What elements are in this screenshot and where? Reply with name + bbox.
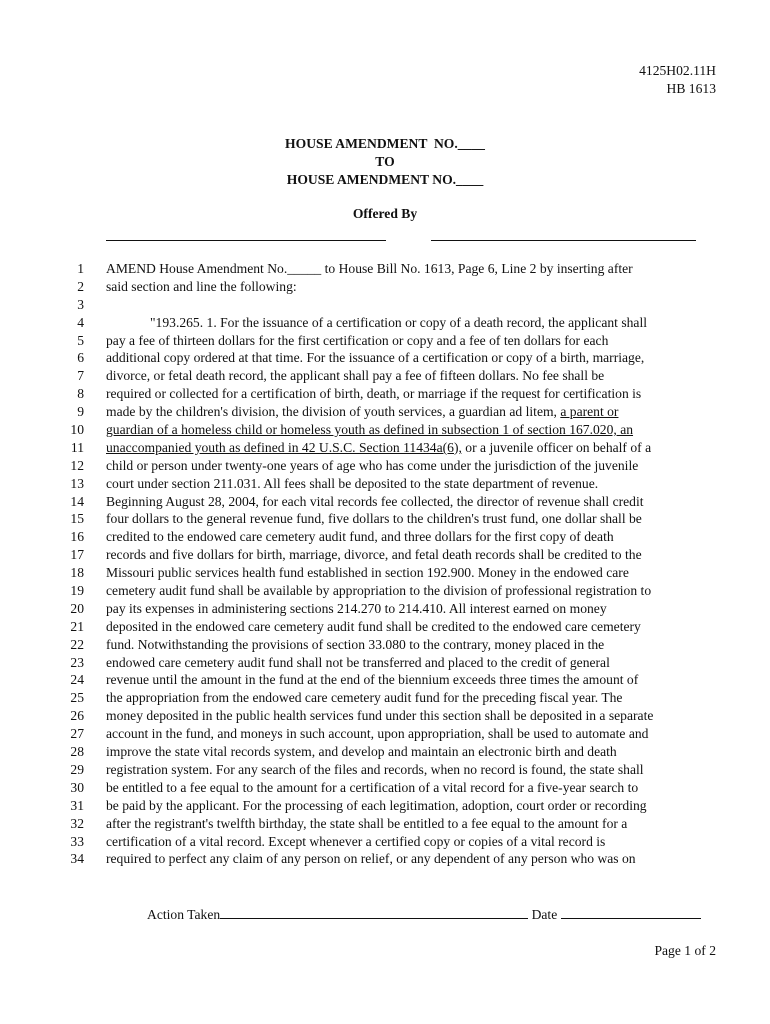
body-line: certification of a vital record. Except whenever a certified copy or copies of a vital record is [106, 833, 606, 849]
body-line: records and five dollars for birth, marriage, divorce, and fetal death records shall be credited to the [106, 547, 642, 563]
body-line: credited to the endowed care cemetery audit fund, and three dollars for the first copy of death [106, 529, 614, 545]
line-number: 20 [70, 600, 84, 616]
line-number: 6 [77, 350, 84, 366]
body-line: "193.265. 1. For the issuance of a certification or copy of a death record, the applicant shall [150, 314, 648, 330]
line-number: 9 [77, 404, 84, 420]
line-number: 5 [77, 332, 84, 348]
line-number: 15 [70, 511, 84, 527]
title-line-3: HOUSE AMENDMENT NO.____ [286, 172, 484, 187]
body-line: pay a fee of thirteen dollars for the first certification or copy and a fee of ten dollars for each [106, 332, 609, 348]
body-line: Beginning August 28, 2004, for each vital records fee collected, the director of revenue shall credit [106, 493, 644, 509]
body-line: improve the state vital records system, and develop and maintain an electronic birth and death [106, 744, 617, 760]
line-number: 7 [77, 368, 84, 384]
body-line: endowed care cemetery audit fund shall not be transferred and placed to the credit of general [106, 654, 610, 670]
line-number: 11 [70, 439, 84, 455]
body-line: required or collected for a certification of birth, death, or marriage if the request for certification is [106, 386, 642, 402]
line-number: 32 [70, 815, 84, 831]
bill-number: HB 1613 [666, 81, 716, 96]
document-identifier [639, 62, 716, 98]
line-number: 12 [70, 457, 84, 473]
action-taken-blank [220, 906, 528, 919]
line-number: 25 [70, 690, 84, 706]
line-number: 2 [77, 278, 84, 294]
page-number: Page 1 of 2 [654, 943, 716, 958]
body-line: court under section 211.031. All fees shall be deposited to the state department of revenue. [106, 475, 599, 491]
body-line: the appropriation from the endowed care cemetery audit fund for the preceding fiscal year. The [106, 690, 623, 706]
body-line: account in the fund, and moneys in such account, upon appropriation, shall be used to automate and [106, 726, 649, 742]
body-line: deposited in the endowed care cemetery audit fund shall be credited to the endowed care cemetery [106, 618, 641, 634]
body-line: cemetery audit fund shall be available by appropriation to the division of professional registration to [106, 583, 652, 599]
body-line: said section and line the following: [106, 278, 297, 294]
line-number: 3 [77, 296, 84, 312]
line-number: 29 [70, 761, 84, 777]
sponsor-signature-line [106, 240, 386, 241]
line-number: 22 [70, 636, 84, 652]
body-line [106, 421, 718, 439]
body-line: made by the children's division, the division of youth services, a guardian ad litem, a parent or [106, 404, 619, 420]
body-line: pay its expenses in administering sections 214.270 to 214.410. All interest earned on money [106, 600, 607, 616]
line-number: 4 [77, 314, 84, 330]
body-line: divorce, or fetal death record, the applicant shall pay a fee of fifteen dollars. No fee shall be [106, 368, 605, 384]
line-number: 8 [77, 386, 84, 402]
amendment-body [106, 260, 718, 868]
line-number: 17 [70, 547, 84, 563]
line-number: 13 [70, 475, 84, 491]
body-line: AMEND House Amendment No._____ to House Bill No. 1613, Page 6, Line 2 by inserting after [106, 261, 633, 276]
line-number: 19 [70, 583, 84, 599]
title-line-2: TO [375, 154, 395, 169]
underlined-insertion: guardian of a homeless child or homeless youth as defined in subsection 1 of section 167.020, an [106, 422, 634, 438]
line-number: 14 [70, 493, 84, 509]
title-line-1: HOUSE AMENDMENT NO.____ [285, 136, 485, 151]
line-number: 34 [70, 851, 84, 867]
body-line: four dollars to the general revenue fund, five dollars to the children's trust fund, one dollar shall be [106, 511, 642, 527]
underlined-insertion: a parent or [560, 404, 619, 420]
line-number: 31 [70, 797, 84, 813]
line-number: 30 [70, 779, 84, 795]
line-number: 26 [70, 708, 84, 724]
offered-by-label: Offered By [352, 206, 418, 221]
underlined-insertion: unaccompanied youth as defined in 42 U.S.C. Section 11434a(6), [106, 439, 462, 455]
line-number: 28 [70, 744, 84, 760]
action-taken-row [147, 906, 701, 923]
body-line: after the registrant's twelfth birthday, the state shall be entitled to a fee equal to the amount for a [106, 815, 628, 831]
line-number: 24 [70, 672, 84, 688]
body-line: fund. Notwithstanding the provisions of section 33.080 to the contrary, money placed in the [106, 636, 605, 652]
body-line: Missouri public services health fund established in section 192.900. Money in the endowed care [106, 565, 629, 581]
line-number: 33 [70, 833, 84, 849]
body-line: revenue until the amount in the fund at the end of the biennium exceeds three times the amount of [106, 672, 639, 688]
action-taken-label: Action Taken [147, 907, 221, 922]
body-line: be entitled to a fee equal to the amount for a certification of a vital record for a five-year search to [106, 779, 639, 795]
line-number: 27 [70, 726, 84, 742]
line-number: 10 [70, 422, 84, 438]
body-line [106, 296, 718, 314]
body-line: money deposited in the public health services fund under this section shall be deposited in a separate [106, 708, 654, 724]
body-line: unaccompanied youth as defined in 42 U.S.C. Section 11434a(6), or a juvenile officer on behalf of a [106, 439, 652, 455]
line-number: 23 [70, 654, 84, 670]
body-line: child or person under twenty-one years of age who has come under the jurisdiction of the juvenile [106, 457, 639, 473]
amendment-title [0, 135, 770, 189]
body-line: be paid by the applicant. For the processing of each legitimation, adoption, court order or recording [106, 797, 647, 813]
body-line: required to perfect any claim of any person on relief, or any dependent of any person who was on [106, 851, 636, 867]
body-line: additional copy ordered at that time. For the issuance of a certification or copy of a birth, marriage, [106, 350, 645, 366]
body-line: registration system. For any search of the files and records, when no record is found, the state shall [106, 761, 644, 777]
date-blank [561, 906, 701, 919]
district-signature-line [431, 240, 696, 241]
line-number: 18 [70, 565, 84, 581]
line-numbers [54, 260, 84, 868]
date-label: Date [531, 907, 558, 922]
line-number: 1 [77, 261, 84, 276]
doc-code: 4125H02.11H [639, 63, 716, 78]
line-number: 16 [70, 529, 84, 545]
line-number: 21 [70, 618, 84, 634]
